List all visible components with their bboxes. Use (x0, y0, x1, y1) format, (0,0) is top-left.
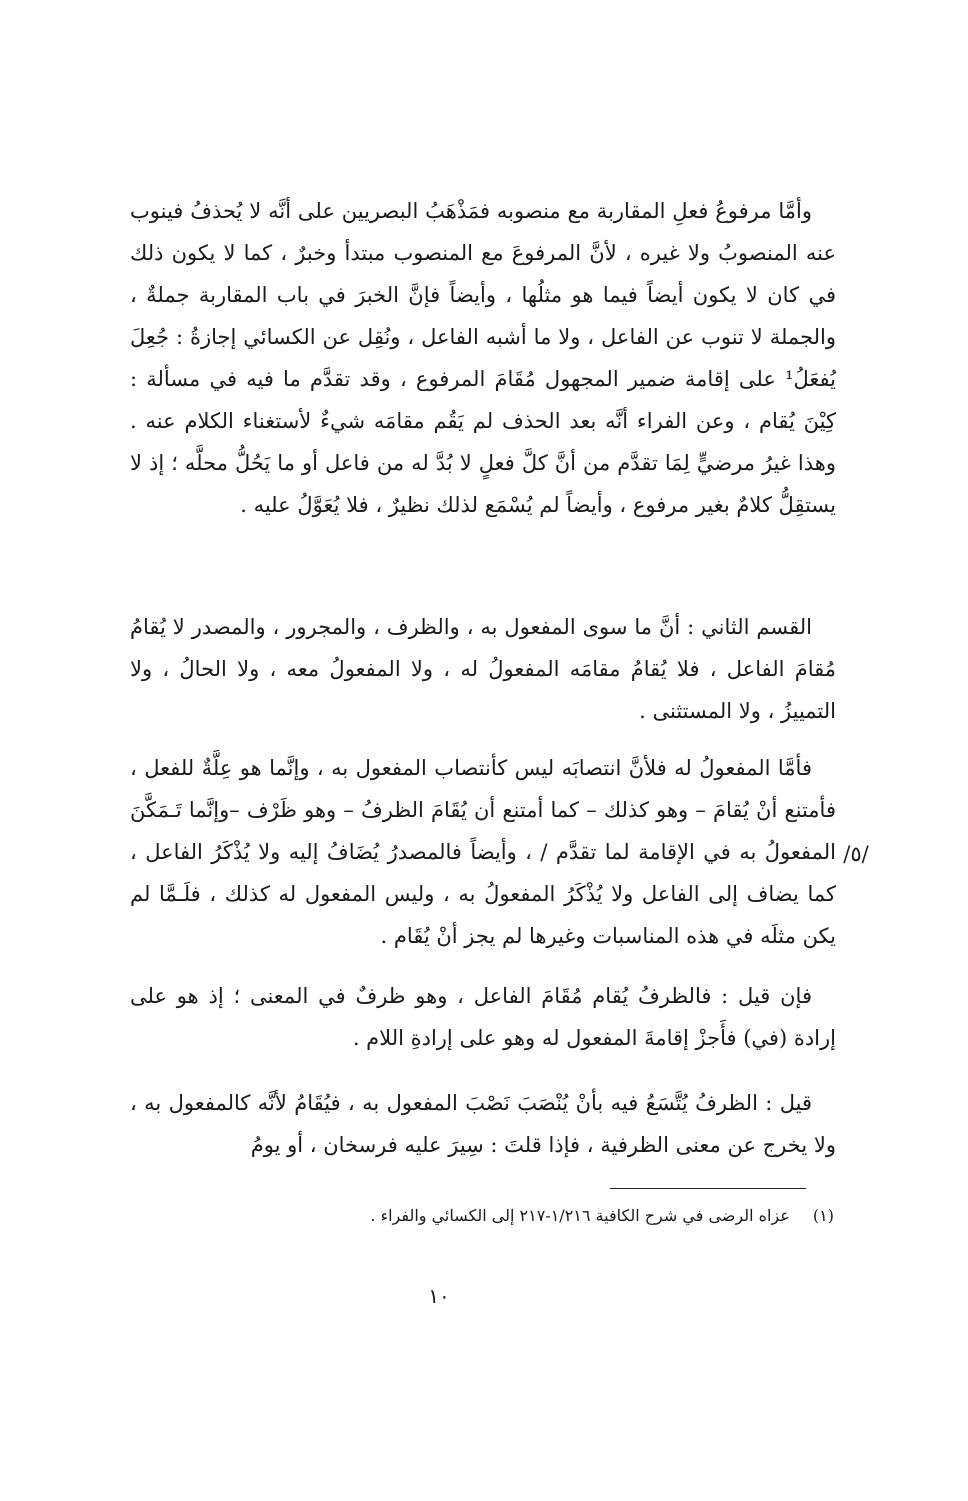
footnote-separator (610, 1188, 806, 1189)
paragraph: القسم الثاني : أنَّ ما سوى المفعول به ، والظرف ، والمجرور ، والمصدر لا يُقامُ مُقامَ الفاعل ، فلا يُقامُ مقامَه المفعولُ له ، ولا المفعولُ معه ، ولا الحالُ ، ولا التمييزُ ، ولا المستثنى . (130, 615, 836, 723)
footnote-text: عزاه الرضى في شرح الكافية ١/٢١٦-٢١٧ إلى الكسائي والفراء . (370, 1206, 790, 1225)
paragraph: وأمَّا مرفوعُ فعلِ المقاربة مع منصوبه فمَذْهَبُ البصريين على أنَّه لا يُحذفُ فينوب عنه المنصوبُ ولا غيره ، لأنَّ المرفوعَ مع المنصوب مبتدأ وخبرٌ ، كما لا يكون ذلك في كان لا يكون أيضاً فيما هو مثلُها ، وأيضاً فإنَّ الخبرَ في باب المقاربة جملةٌ ، والجملة لا تنوب عن الفاعل ، ولا ما أشبه الفاعل ، ونُقِل عن الكسائي إجازةُ : جُعِلَ يُفعَلُ¹ على إقامة ضمير المجهول مُقَامَ المرفوع ، وقد تقدَّم ما فيه في مسألة : كِيْنَ يُقام ، وعن الفراء أنَّه بعد الحذف لم يَقُم مقامَه شيءٌ لأستغناء الكلام عنه . وهذا غيرُ مرضيٍّ لِمَا تقدَّم من أنَّ كلَّ فعلٍ لا بُدَّ له من فاعل أو ما يَحُلُّ محلَّه ؛ إذ لا يستقِلُّ كلامٌ بغير مرفوع ، وأيضاً لم يُسْمَع لذلك نظيرٌ ، فلا يُعَوَّلُ عليه . (130, 199, 836, 517)
paragraph: فإن قيل : فالظرفُ يُقام مُقَامَ الفاعل ، وهو ظرفٌ في المعنى ؛ إذ هو على إرادة (في) فأَجزْ إقامةَ المفعول له وهو على إرادةِ اللام . (130, 984, 836, 1050)
footnote-number: (١) (812, 1206, 834, 1225)
main-text-paragraph-1 (130, 190, 836, 526)
page-number: ١٠ (428, 1284, 450, 1308)
paragraph: فأمَّا المفعولُ له فلأنَّ انتصابَه ليس كأنتصاب المفعول به ، وإنَّما هو عِلَّةٌ للفعل ، فأمتنع أنْ يُقامَ – وهو كذلك – كما أمتنع أن يُقَامَ الظرفُ – وهو ظَرْف –وإنَّما تَـمَكَّنَ المفعولُ به في الإقامة لما تقدَّم / ، وأيضاً فالمصدرُ يُضَافُ إليه ولا يُذْكَرُ الفاعل ، كما يضاف إلى الفاعل ولا يُذْكَرُ المفعولُ به ، وليس المفعول له كذلك ، فلَـمَّا لم يكن مثلَه في هذه المناسبات وغيرها لم يجز أنْ يُقَام . (130, 756, 836, 948)
main-text-paragraph-4 (130, 975, 836, 1059)
footnote (130, 1202, 834, 1230)
main-text-paragraph-2 (130, 606, 836, 732)
main-text-paragraph-3 (130, 747, 836, 957)
main-text-paragraph-5 (130, 1082, 836, 1166)
manuscript-folio-marker: /٥/ (843, 842, 869, 866)
paragraph: قيل : الظرفُ يُتَّسَعُ فيه بأنْ يُنْصَبَ نَصْبَ المفعول به ، فيُقَامُ لأنَّه كالمفعول به ، ولا يخرج عن معنى الظرفية ، فإذا قلتَ : سِيرَ عليه فرسخان ، أو يومُ (130, 1091, 836, 1157)
